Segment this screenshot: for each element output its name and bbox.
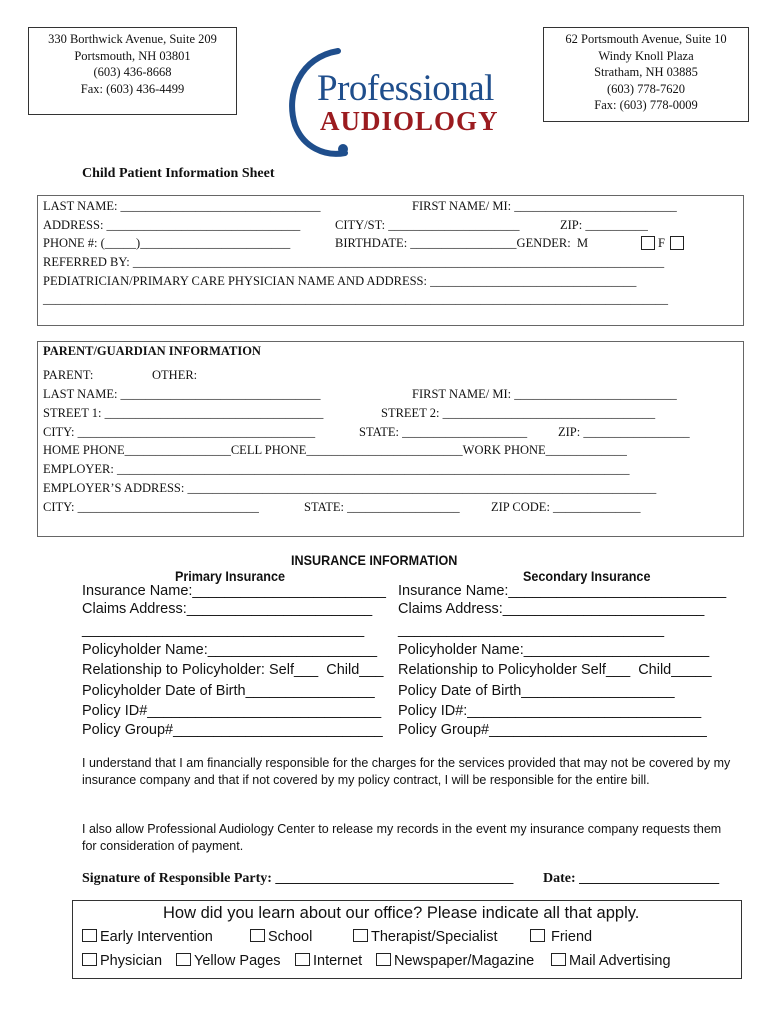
last-name-field[interactable]: LAST NAME: ________________________________ [43,199,321,213]
primary-claims-address-field[interactable]: Claims Address:_______________________ [82,601,373,617]
gender-f-label: F [658,236,665,250]
address-field[interactable]: ADDRESS: _______________________________ [43,218,301,232]
secondary-claims-address-line2[interactable]: _________________________________ [398,622,665,638]
option-label: Early Intervention [100,929,213,945]
phone-line: (603) 436-8668 [93,65,172,79]
office-address-left [28,27,237,115]
pediatrician-field[interactable]: PEDIATRICIAN/PRIMARY CARE PHYSICIAN NAME AND ADDRESS: _________________________________ [43,274,637,288]
gender-f-checkbox[interactable] [670,236,684,250]
option-label: Yellow Pages [194,953,281,969]
option-label: Friend [551,929,593,945]
option-therapist-specialist[interactable] [353,929,498,945]
employer-zip-field[interactable]: ZIP CODE: ______________ [491,500,641,514]
address-line: Stratham, NH 03885 [594,65,698,79]
primary-policyholder-name-field[interactable]: Policyholder Name:_____________________ [82,642,378,658]
parent-city-field[interactable]: CITY: ______________________________________ [43,425,316,439]
date-field[interactable]: Date: ____________________ [543,871,720,886]
logo-word-professional: Professional [317,68,494,109]
records-release-statement: I also allow Professional Audiology Center to release my records in the event my insurance company requests them for consideration of payment. [82,822,722,853]
option-label: Mail Advertising [569,953,671,969]
option-physician[interactable] [82,953,162,969]
address-line: 330 Borthwick Avenue, Suite 209 [48,32,217,46]
insurance-heading: INSURANCE INFORMATION [291,552,458,568]
pediatrician-address-line[interactable]: ____________________________________________________________________________________________________ [43,292,668,306]
parent-last-name-field[interactable]: LAST NAME: ________________________________ [43,387,321,401]
financial-responsibility-statement: I understand that I am financially responsible for the charges for the services provided that may not be covered by my insurance company and that if not covered by my policy contract, I will be responsible for the entire bill. [82,756,731,787]
employer-field[interactable]: EMPLOYER: __________________________________________________________________________________ [43,462,630,476]
address-line: 62 Portsmouth Avenue, Suite 10 [565,32,727,46]
phones-field[interactable]: HOME PHONE_________________CELL PHONE_________________________WORK PHONE_____________ [43,443,627,457]
primary-relationship-field[interactable]: Relationship to Policyholder: Self___ Child___ [82,662,384,678]
parent-state-field[interactable]: STATE: ____________________ [359,425,528,439]
option-yellow-pages[interactable] [176,953,281,969]
signature-field[interactable]: Signature of Responsible Party: __________________________________ [82,871,514,886]
option-mail-advertising[interactable] [551,953,671,969]
secondary-insurance-name-field[interactable]: Insurance Name:___________________________ [398,583,727,599]
zip-field[interactable]: ZIP: __________ [560,218,648,232]
form-title: Child Patient Information Sheet [82,166,275,181]
phone-line: (603) 778-7620 [606,81,686,96]
checkbox-icon[interactable] [353,929,368,942]
primary-policy-id-field[interactable]: Policy ID#_____________________________ [82,703,382,719]
checkbox-icon[interactable] [82,953,97,966]
option-newspaper-magazine[interactable] [376,953,534,969]
referred-by-field[interactable]: REFERRED BY: _____________________________________________________________________________________ [43,255,665,269]
checkbox-icon[interactable] [530,929,545,942]
referral-question: How did you learn about our office? Please indicate all that apply. [163,904,640,922]
employer-state-field[interactable]: STATE: __________________ [304,500,460,514]
gender-m-checkbox[interactable] [641,236,655,250]
parent-label: PARENT: [43,368,94,382]
primary-insurance-name-field[interactable]: Insurance Name:________________________ [82,583,386,599]
street1-field[interactable]: STREET 1: ___________________________________ [43,406,324,420]
birthdate-field[interactable]: BIRTHDATE: _________________GENDER: M [335,236,589,250]
checkbox-icon[interactable] [295,953,310,966]
option-label: Internet [313,953,363,969]
office-address-right [543,27,749,122]
primary-insurance-heading: Primary Insurance [175,568,285,584]
primary-policyholder-dob-field[interactable]: Policyholder Date of Birth________________ [82,683,375,699]
street2-field[interactable]: STREET 2: __________________________________ [381,406,656,420]
secondary-policy-id-field[interactable]: Policy ID#:_____________________________ [398,703,702,719]
option-internet[interactable] [295,953,362,969]
checkbox-icon[interactable] [82,929,97,942]
employer-city-field[interactable]: CITY: _____________________________ [43,500,259,514]
fax-line: Fax: (603) 436-4499 [80,81,185,96]
option-label: Therapist/Specialist [371,929,498,945]
parent-first-name-field[interactable]: FIRST NAME/ MI: __________________________ [412,387,677,401]
address-line: Windy Knoll Plaza [598,48,694,63]
checkbox-icon[interactable] [376,953,391,966]
primary-policy-group-field[interactable]: Policy Group#__________________________ [82,722,383,738]
secondary-policy-group-field[interactable]: Policy Group#___________________________ [398,722,707,738]
parent-section-heading: PARENT/GUARDIAN INFORMATION [43,344,261,358]
primary-claims-address-line2[interactable]: ___________________________________ [82,622,365,638]
logo-word-audiology: AUDIOLOGY [320,106,499,136]
option-school[interactable] [250,929,312,945]
checkbox-icon[interactable] [176,953,191,966]
option-label: Physician [100,953,163,969]
phone-field[interactable]: PHONE #: (_____)________________________ [43,236,291,250]
option-label: School [268,929,313,945]
secondary-relationship-field[interactable]: Relationship to Policyholder Self___ Child_____ [398,662,712,678]
address-line: Portsmouth, NH 03801 [74,48,191,63]
fax-line: Fax: (603) 778-0009 [594,98,698,112]
option-label: Newspaper/Magazine [394,953,535,969]
option-early-intervention[interactable] [82,929,213,945]
checkbox-icon[interactable] [250,929,265,942]
secondary-policyholder-dob-field[interactable]: Policy Date of Birth___________________ [398,683,675,699]
city-state-field[interactable]: CITY/ST: _____________________ [335,218,520,232]
secondary-claims-address-field[interactable]: Claims Address:_________________________ [398,601,705,617]
company-logo [283,45,523,160]
secondary-policyholder-name-field[interactable]: Policyholder Name:_______________________ [398,642,710,658]
secondary-insurance-heading: Secondary Insurance [523,568,651,584]
checkbox-icon[interactable] [551,953,566,966]
parent-zip-field[interactable]: ZIP: _________________ [558,425,690,439]
option-friend[interactable] [530,929,592,945]
first-name-field[interactable]: FIRST NAME/ MI: __________________________ [412,199,677,213]
employer-address-field[interactable]: EMPLOYER’S ADDRESS: ___________________________________________________________________________ [43,481,657,495]
other-label: OTHER: [152,368,198,382]
